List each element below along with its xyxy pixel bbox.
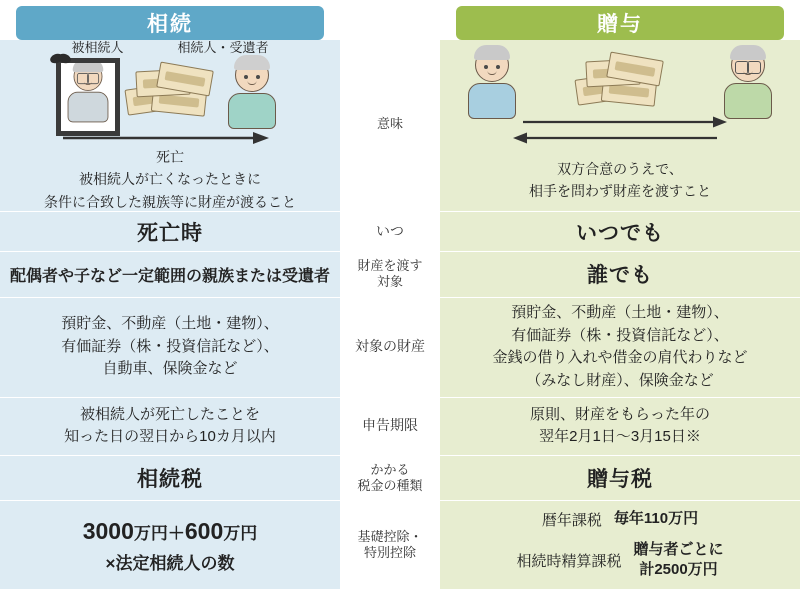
transfer-target-right-value: 誰でも (440, 252, 800, 298)
assets-left-line-3: 自動車、保険金など (102, 360, 238, 378)
receiver-person-icon (716, 48, 780, 119)
tax-type-row (0, 456, 800, 502)
meaning-row (0, 40, 800, 212)
transfer-target-middle-line1: 財産を渡す (357, 258, 423, 273)
meaning-left-cell (0, 40, 340, 212)
tax-type-left-value: 相続税 (0, 456, 340, 502)
assets-left-line-2: 有価証券（株・投資信託など）、 (61, 337, 279, 355)
header-inheritance-label: 相続 (16, 6, 324, 40)
deduction-item-annual-label: 暦年課税 (541, 512, 602, 529)
transfer-target-left-value: 配偶者や子など一定範囲の親族または受遺者 (0, 252, 340, 298)
deduction-item-settlement-value-line1: 贈与者ごとに (633, 541, 724, 558)
deduction-num-3000: 3000 (82, 517, 134, 544)
meaning-left-caption-1: 被相続人が亡くなったときに (79, 171, 261, 188)
deduction-right-list (448, 507, 792, 583)
deadline-left-line-1: 被相続人が死亡したことを (79, 405, 260, 423)
assets-right-line-4: （みなし財産）、保険金など (526, 371, 714, 389)
deduction-left-formula-line-2: ×法定相続人の数 (105, 553, 235, 573)
deduction-item-annual (458, 509, 782, 530)
meaning-middle-label: 意味 (340, 40, 440, 212)
header-gift-label: 贈与 (456, 6, 784, 40)
meaning-right-cell (440, 40, 800, 212)
when-row (0, 212, 800, 252)
memorial-photo-icon (56, 58, 120, 136)
deadline-right-line-2: 翌年2月1日〜3月15日※ (539, 428, 701, 445)
deduction-item-settlement-label: 相続時精算課税 (516, 552, 622, 570)
tax-type-middle-line1: かかる (370, 461, 410, 477)
label-death: 死亡 (156, 149, 184, 166)
deduction-num-600: 600 (184, 517, 224, 544)
header-left-cell (0, 6, 340, 40)
deadline-row (0, 398, 800, 456)
deduction-item-settlement (458, 540, 782, 581)
assets-right-line-1: 預貯金、不動産（土地・建物）、 (511, 304, 729, 321)
deduction-unit-1: 万円＋ (133, 523, 185, 543)
deduction-right-cell (440, 501, 800, 590)
meaning-left-caption-2: 条件に合致した親族等に財産が渡ること (44, 193, 296, 210)
deduction-left-formula (0, 501, 340, 590)
assets-right-line-2: 有価証券（株・投資信託など）、 (511, 326, 729, 344)
deadline-left-value (0, 398, 340, 456)
illustration-left-labels (71, 37, 268, 56)
assets-row (0, 298, 800, 398)
label-heir: 相続人・受遺者 (177, 40, 269, 56)
deduction-middle-line2: 特別控除 (363, 544, 416, 560)
left-arrow-icon (495, 131, 745, 145)
tax-type-middle-label (340, 456, 440, 502)
meaning-right-caption-2: 相手を問わず財産を渡すこと (529, 183, 711, 199)
label-deceased: 被相続人 (71, 40, 124, 56)
meaning-right-caption-1: 双方合意のうえで、 (557, 160, 683, 177)
assets-left-line-1: 預貯金、不動産（土地・建物）、 (61, 315, 279, 333)
transfer-target-middle-label (340, 252, 440, 298)
giver-person-icon (460, 48, 524, 119)
deadline-middle-label: 申告期限 (340, 398, 440, 456)
deadline-right-value (440, 398, 800, 456)
transfer-target-middle-line2: 対象 (376, 274, 403, 290)
illustration-left-scene (20, 58, 320, 136)
assets-right-line-3: 金銭の借り入れや借金の肩代わりなど (492, 349, 748, 366)
heir-person-icon (220, 58, 284, 129)
header-right-cell (440, 6, 800, 40)
deduction-middle-line1: 基礎控除・ (357, 528, 423, 544)
deduction-item-annual-value: 毎年110万円 (613, 510, 699, 528)
when-right-value: いつでも (440, 212, 800, 252)
money-bundle-icon-right (574, 54, 666, 110)
money-bundle-icon (124, 64, 216, 120)
illustration-right-scene (460, 48, 780, 119)
assets-left-value (0, 298, 340, 398)
deduction-item-settlement-value (634, 540, 724, 581)
deadline-left-line-2: 知った日の翌日から10カ月以内 (64, 428, 276, 445)
header-row (0, 0, 800, 40)
assets-right-value (440, 298, 800, 398)
when-left-value: 死亡時 (0, 212, 340, 252)
deduction-middle-label (340, 501, 440, 590)
tax-type-middle-line2: 税金の種類 (357, 477, 423, 493)
assets-middle-label: 対象の財産 (340, 298, 440, 398)
tax-type-right-value: 贈与税 (440, 456, 800, 502)
right-arrows-wrap (460, 115, 780, 145)
deduction-unit-2: 万円 (223, 523, 258, 543)
deduction-left-formula-line-1 (83, 513, 258, 550)
header-middle-spacer (340, 6, 440, 40)
when-middle-label: いつ (340, 212, 440, 252)
deduction-row (0, 501, 800, 590)
deduction-item-settlement-value-line2: 計2500万円 (639, 561, 718, 579)
deadline-right-line-1: 原則、財産をもらった年の (529, 405, 710, 423)
transfer-target-row (0, 252, 800, 298)
